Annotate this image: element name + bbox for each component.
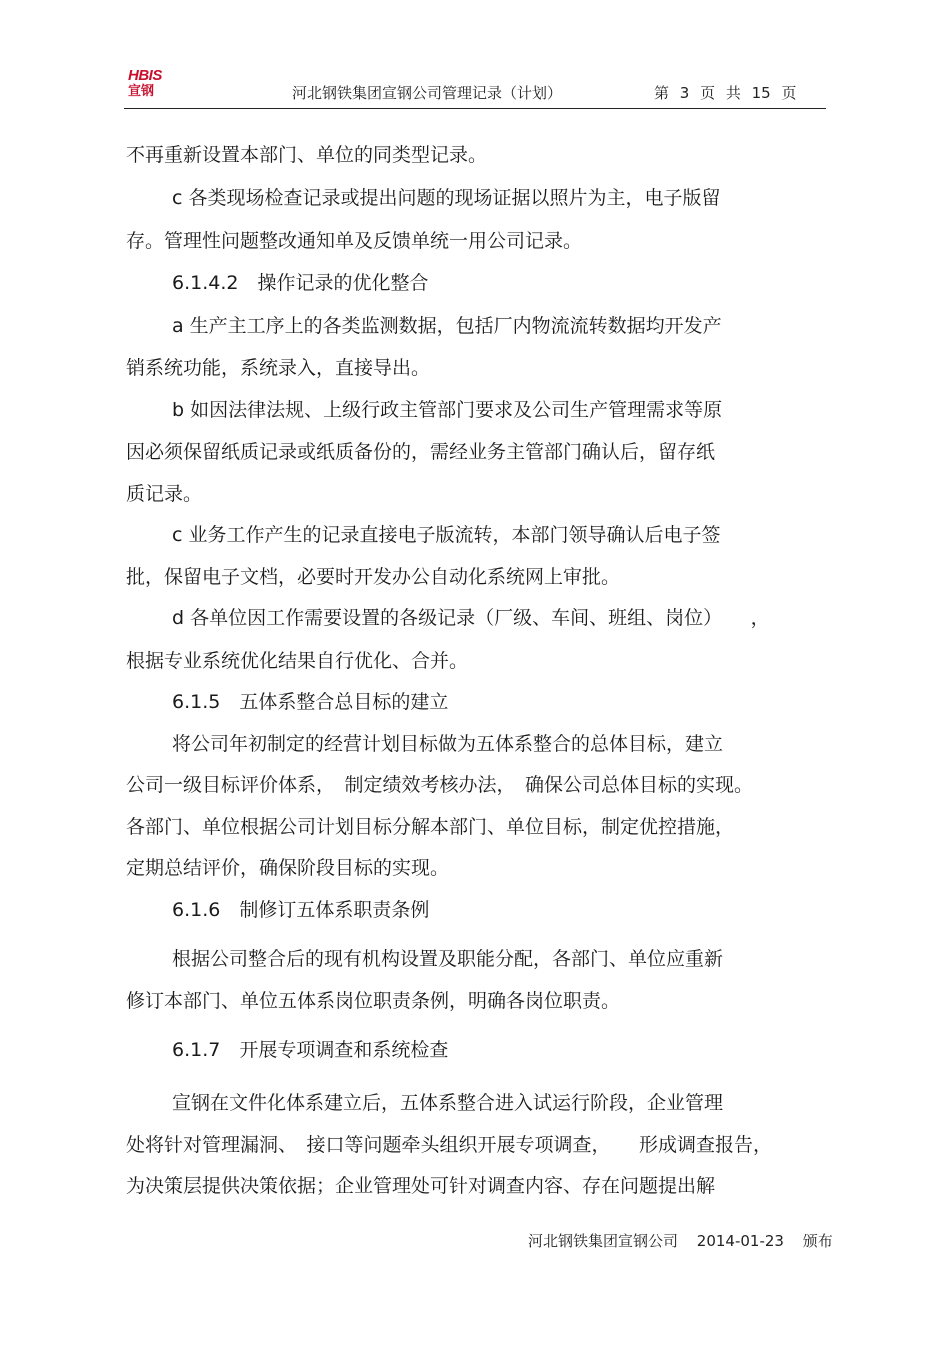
page-number: 第 3 页 共 15 页	[654, 84, 797, 102]
text-line: 根据公司整合后的现有机构设置及职能分配，各部门、单位应重新	[172, 948, 724, 970]
text-line: 定期总结评价，确保阶段目标的实现。	[126, 857, 450, 879]
section-heading: 6.1.6 制修订五体系职责条例	[172, 899, 430, 921]
section-heading: 6.1.5 五体系整合总目标的建立	[172, 691, 449, 713]
text-line: 不再重新设置本部门、单位的同类型记录。	[126, 144, 488, 166]
text-line: d 各单位因工作需要设置的各级记录（厂级、车间、班组、岗位） ，	[172, 607, 770, 629]
text-line: 存。管理性问题整改通知单及反馈单统一用公司记录。	[126, 230, 583, 252]
text-line: 修订本部门、单位五体系岗位职责条例，明确各岗位职责。	[126, 990, 621, 1012]
text-line: 宣钢在文件化体系建立后，五体系整合进入试运行阶段，企业管理	[172, 1092, 724, 1114]
text-line: b 如因法律法规、上级行政主管部门要求及公司生产管理需求等原	[172, 399, 723, 421]
text-line: 批，保留电子文档，必要时开发办公自动化系统网上审批。	[126, 566, 621, 588]
text-line: 处将针对管理漏洞、 接口等问题牵头组织开展专项调查， 形成调查报告，	[126, 1134, 773, 1156]
text-line: 将公司年初制定的经营计划目标做为五体系整合的总体目标，建立	[172, 733, 724, 755]
text-line: 因必须保留纸质记录或纸质备份的，需经业务主管部门确认后，留存纸	[126, 441, 716, 463]
text-line: 销系统功能，系统录入，直接导出。	[126, 357, 431, 379]
logo-text-bottom: 宣钢	[128, 84, 155, 99]
section-heading: 6.1.7 开展专项调查和系统检查	[172, 1039, 449, 1061]
section-heading: 6.1.4.2 操作记录的优化整合	[172, 272, 429, 294]
document-title: 河北钢铁集团宣钢公司管理记录（计划）	[292, 84, 563, 102]
text-line: c 各类现场检查记录或提出问题的现场证据以照片为主，电子版留	[172, 187, 721, 209]
page-footer: 河北钢铁集团宣钢公司 2014-01-23 颁布	[528, 1232, 833, 1250]
text-line: a 生产主工序上的各类监测数据，包括厂内物流流转数据均开发产	[172, 315, 722, 337]
hbis-logo	[128, 68, 172, 102]
text-line: 为决策层提供决策依据；企业管理处可针对调查内容、存在问题提出解	[126, 1175, 716, 1197]
text-line: 公司一级目标评价体系， 制定绩效考核办法， 确保公司总体目标的实现。	[126, 774, 754, 796]
text-line: 质记录。	[126, 483, 203, 505]
page-header	[124, 66, 826, 109]
text-line: 各部门、单位根据公司计划目标分解本部门、单位目标，制定优控措施，	[126, 816, 735, 838]
text-line: c 业务工作产生的记录直接电子版流转，本部门领导确认后电子签	[172, 524, 721, 546]
text-line: 根据专业系统优化结果自行优化、合并。	[126, 650, 469, 672]
logo-text-top: HBIS	[128, 67, 162, 84]
